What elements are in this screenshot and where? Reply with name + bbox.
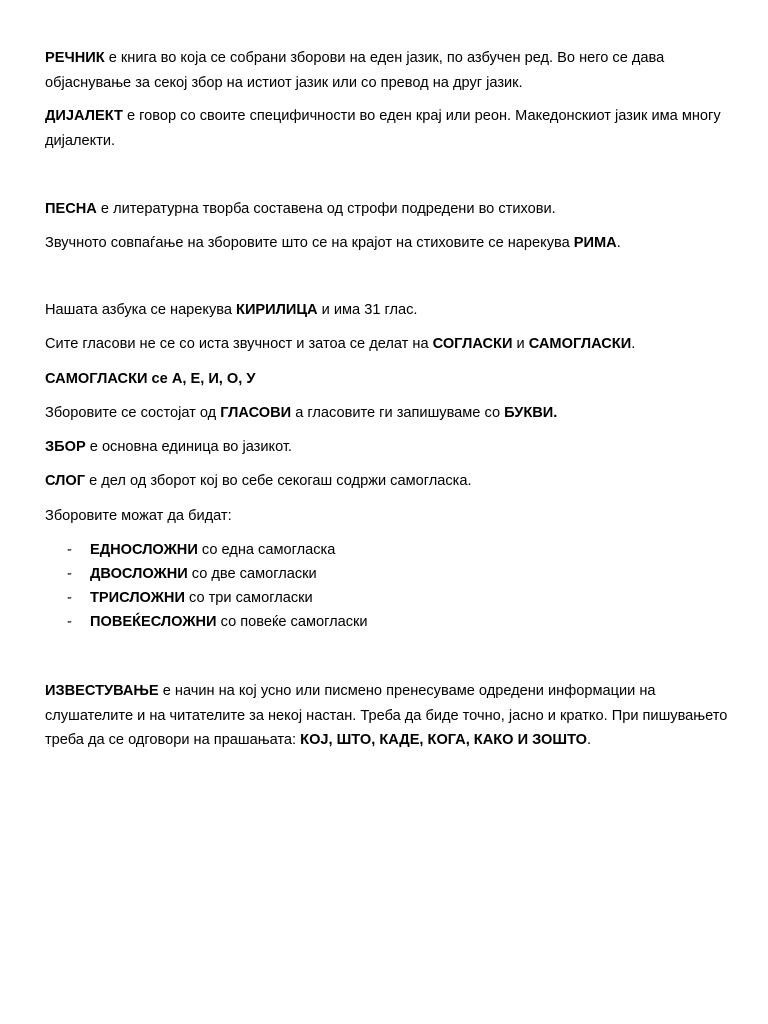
term-dijalekt: ДИЈАЛЕКТ	[45, 108, 123, 124]
paragraph-kirilica: Нашата азбука се нарекува КИРИЛИЦА и има 31 глас.	[45, 302, 418, 318]
paragraph-bukvi: Зборовите се состојат од ГЛАСОВИ а гласовите ги запишуваме со БУКВИ.	[45, 405, 558, 421]
term-zbor: ЗБОР	[45, 439, 86, 455]
term-rima: РИМА	[573, 235, 617, 251]
term-slog: СЛОГ	[45, 473, 86, 489]
list-item: - ТРИСЛОЖНИ со три самогласки	[67, 590, 313, 606]
paragraph-izvestuvanje: ИЗВЕСТУВАЊЕ е начин на кој усно или писмено пренесуваме одредени информации на слушателите и на читателите за некој настан. Треба да биде точно, јасно и кратко. При пишувањето треба да се одговори на прашањата: КОЈ, ШТО, КАДЕ, КОГА, КАКО И ЗОШТО.	[45, 683, 728, 748]
term-rechnik: РЕЧНИК	[45, 50, 105, 66]
list-item: - ЕДНОСЛОЖНИ со една самогласка	[67, 542, 336, 558]
term-pesna: ПЕСНА	[45, 201, 97, 217]
paragraph-samoglaski-list: САМОГЛАСКИ се А, Е, И, О, У	[45, 371, 256, 387]
term-kirilica: КИРИЛИЦА	[236, 302, 318, 318]
list-item: - ДВОСЛОЖНИ со две самогласки	[67, 566, 317, 582]
term-glasovi: ГЛАСОВИ	[220, 405, 292, 421]
paragraph-pesna: ПЕСНА е литературна творба составена од строфи подредени во стихови.	[45, 201, 556, 217]
paragraph-rima: Звучното совпаѓање на зборовите што се на крајот на стиховите се нарекува РИМА.	[45, 235, 621, 251]
term-izvestuvanje: ИЗВЕСТУВАЊЕ	[45, 683, 159, 699]
term-questions: КОЈ, ШТО, КАДЕ, КОГА, КАКО И ЗОШТО	[300, 732, 587, 748]
paragraph-rechnik: РЕЧНИК е книга во која се собрани зборови на еден јазик, по азбучен ред. Во него се дава објаснување за секој збор на истиот јазик или со превод на друг јазик.	[45, 50, 665, 91]
paragraph-mozhat: Зборовите можат да бидат:	[45, 508, 232, 524]
paragraph-slog: СЛОГ е дел од зборот кој во себе секогаш содржи самогласка.	[45, 473, 472, 489]
list-item: - ПОВЕЌЕСЛОЖНИ со повеќе самогласки	[67, 614, 368, 630]
term-samoglaski: САМОГЛАСКИ	[528, 336, 632, 352]
paragraph-zbor: ЗБОР е основна единица во јазикот.	[45, 439, 292, 455]
paragraph-glasovi: Сите гласови не се со иста звучност и затоа се делат на СОГЛАСКИ и САМОГЛАСКИ.	[45, 336, 636, 352]
paragraph-dijalekt: ДИЈАЛЕКТ е говор со своите специфичности во еден крај или реон. Македонскиот јазик има многу дијалекти.	[45, 108, 721, 149]
term-bukvi: БУКВИ.	[504, 405, 558, 421]
term-soglaski: СОГЛАСКИ	[432, 336, 513, 352]
